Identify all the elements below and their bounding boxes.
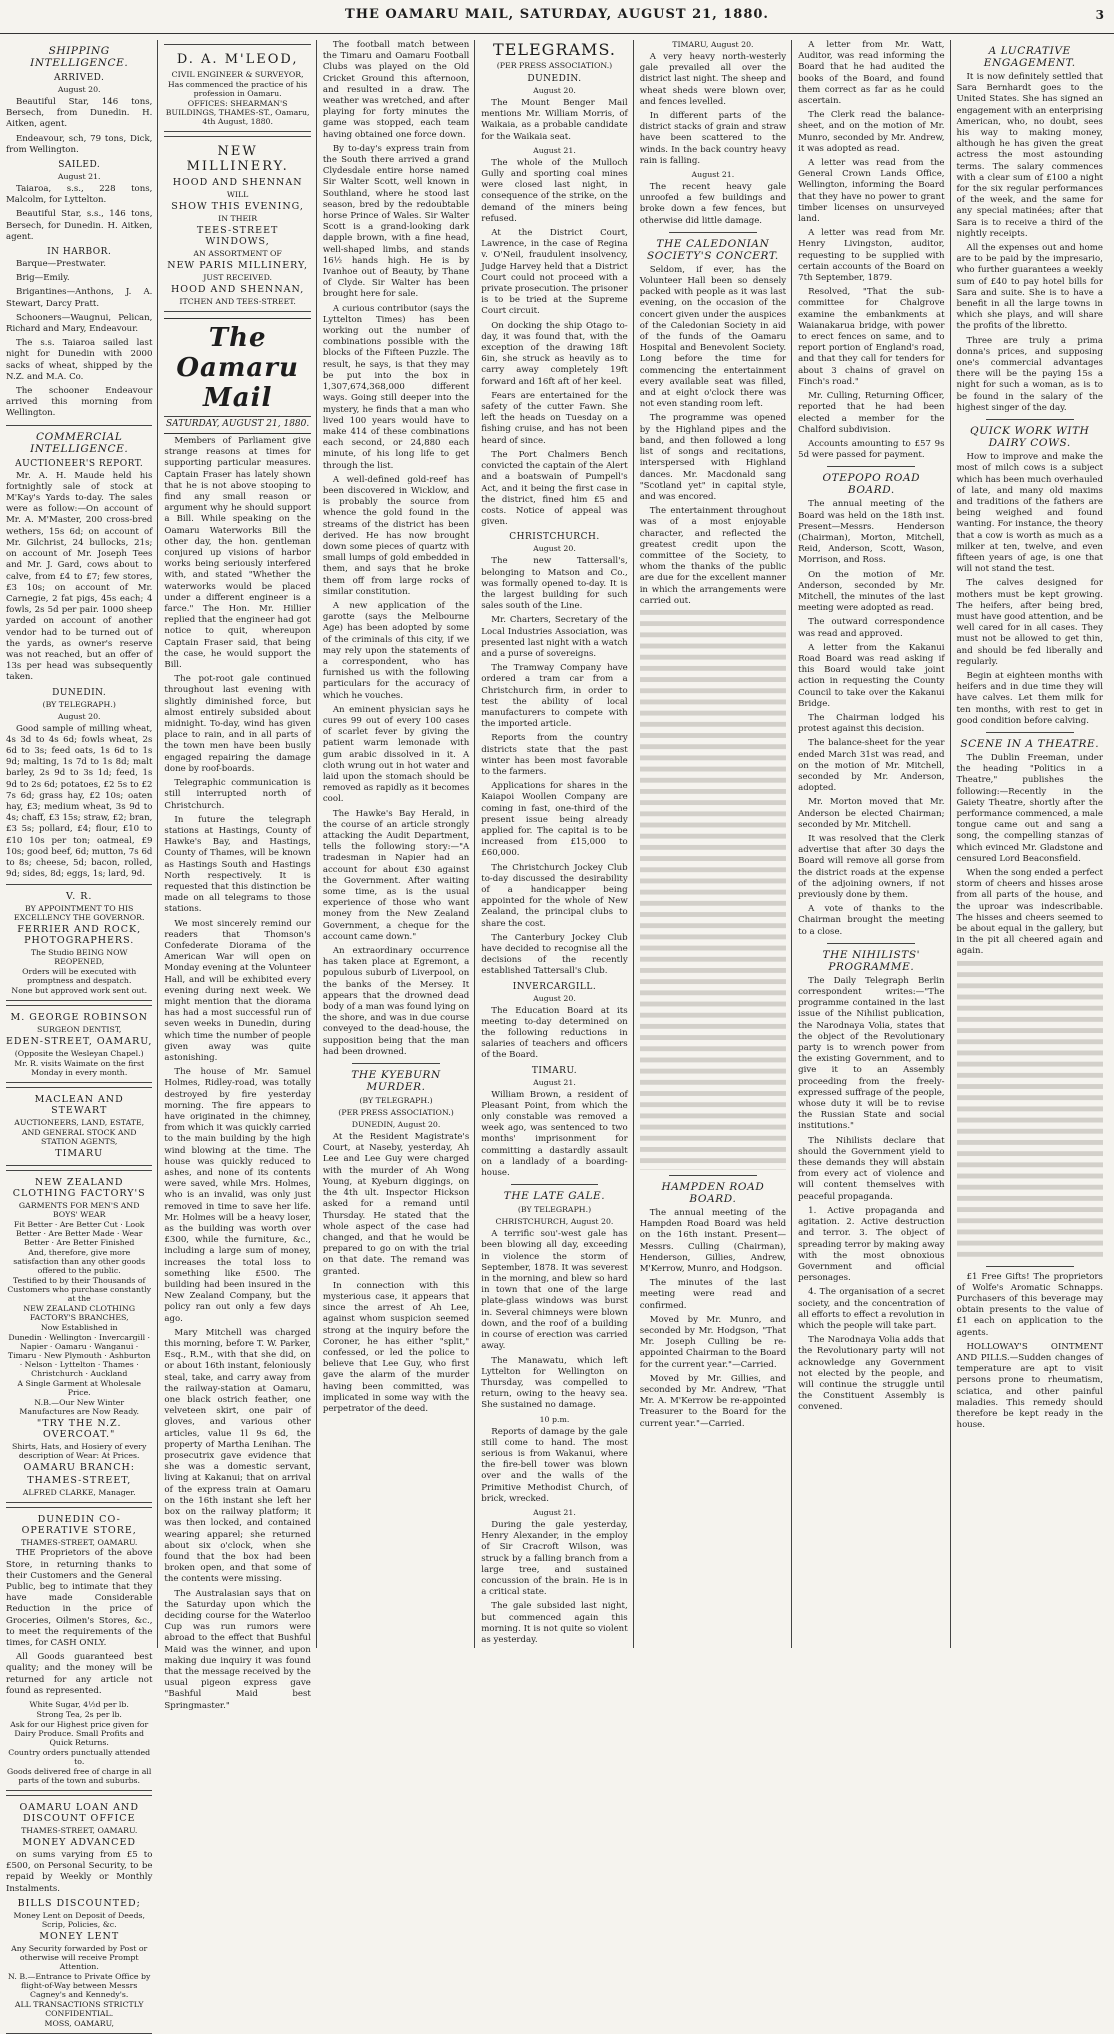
column-4 [481, 40, 633, 1648]
news-paragraph: It is now definitely settled that Sara Bernhardt goes to the United States. She has signed an engagement with an enterprising American, who, no doubt, sees his way to making money, although he has given the great actress the most astounding terms. The salary commences with a clear sum of £100 a night for the six regular performances of the week, and the same for any special matinées; after that Sara is to receive a third of the nightly receipts. [956, 72, 1103, 239]
news-paragraph: Three are truly a prima donna's prices, and supposing one's commercial advantages there will be the paying 15s a night for such a woman, as is to be found in the salary of the highest singer of the day. [956, 335, 1103, 413]
telegram-paragraph: The Tramway Company have ordered a tram car from a Christchurch firm, in order to test the ability of local manufacturers to compete with the imported article. [481, 663, 628, 730]
coop-country: Country orders punctually attended to. [8, 1748, 151, 1767]
telegram-paragraph: Reports from the country districts state that the past winter has been most favorable to the farmers. [481, 733, 628, 777]
loan-lent: Money Lent on Deposit of Deeds, Scrip, Policies, &c. [13, 1910, 145, 1929]
coop-name: DUNEDIN CO-OPERATIVE STORE, [21, 1514, 137, 1537]
millinery-assortment: AN ASSORTMENT OF [193, 249, 282, 258]
engineer-offices: OFFICES: SHEARMAN'S BUILDINGS, THAMES-ST., Oamaru, 4th August, 1880. [165, 99, 310, 126]
news-paragraph: The balance-sheet for the year ended March 31st was read, and on the motion of Mr. Mitchell, seconded by Mr. Anderson, adopted. [798, 738, 945, 794]
in-harbour-label: IN HARBOR. [47, 247, 112, 258]
millinery-in-their: IN THEIR [218, 214, 258, 223]
dentist-street: EDEN-STREET, OAMARU, [6, 1036, 153, 1048]
clothing-factory-advertisement [6, 1170, 152, 1503]
concert-heading: THE CALEDONIAN SOCIETY'S CONCERT. [646, 237, 779, 262]
shipping-entry: Brigantines—Anthons, J. A. Stewart, Darcy Pratt. [6, 287, 153, 309]
shipping-heading: SHIPPING INTELLIGENCE. [30, 45, 129, 69]
news-paragraph: At the Resident Magistrate's Court, at Naseby, yesterday, Ah Lee and Lee Guy were charged with the murder of Ah Wong Young, at Kyeburn diggings, on the 4th ult. Inspector Hickson asked for a remand until Thursday. He stated that the whole aspect of the case had changed, and that he would be prepared to go on with the trial on that date. The remand was granted. [322, 1132, 470, 1277]
advert-paragraph: £1 Free Gifts! The proprietors of Wolfe's Aromatic Schnapps. Purchasers of this beverage may obtain presents to the value of £1 each on application to the agents. [956, 1271, 1103, 1338]
news-paragraph: How to improve and make the most of milch cows is a subject which has been much overhauled of late, and many old maxims and traditions of the fathers are being weighed and found wanting. For instance, the theory that a cow is worth as much as a milker at ten, twelve, and even fifteen years of age, is one that will not stand the test. [956, 452, 1103, 575]
news-paragraph: The football match between the Timaru and Oamaru Football Clubs was played on the Old Cricket Ground this afternoon, and resulted in a draw. The weather was wretched, and after playing for forty minutes the game was stopped, each team having obtained one force down. [322, 40, 470, 140]
clothing-factory-name: NEW ZEALAND CLOTHING FACTORY'S [12, 1177, 146, 1200]
column-7 [957, 40, 1108, 1648]
page-number: 3 [1095, 8, 1104, 22]
telegrams-heading: TELEGRAMS. [493, 40, 616, 59]
millinery-advertisement [164, 136, 310, 312]
leader-paragraph: Members of Parliament give strange reasons at times for supporting particular measures. Captain Fraser has lately shown that he is not above stooping to find any small reason or argument why he should support a Bill. While speaking on the Oamaru Waterworks Bill the other day, the hon. gentleman conjured up visions of harbor works being seriously interfered with, and stated "Whether the waterworks would be placed under a different engineer is a farce." The Hon. Mr. Hillier replied that the engineer had got notice to quit, whereupon Captain Fraser said, that being the case, he would support the Bill. [164, 436, 311, 671]
shipping-entry: Brig—Emily. [16, 273, 70, 284]
telegram-paragraph: The whole of the Mulloch Gully and sporting coal mines were closed last night, in consequence of the strike, on the demand of the miners being refused. [481, 157, 628, 224]
news-paragraph: The Daily Telegraph Berlin correspondent writes:—"The programme contained in the last issue of the Nihilist publication, the Narodnaya Volia, states that the object of the Revolutionary party is to wrench power from the existing Government, and to give it to an Assembly proceeding from the freely-expressed suffrage of the people, whose duty it will be to revise the Russian State and social institutions." [798, 975, 945, 1132]
news-paragraph: When the song ended a perfect storm of cheers and hisses arose from all parts of the house, and the uproar was indescribable. The hisses and cheers seemed to be about equal in the gallery, but in the pit all cheered again and again. [956, 868, 1103, 957]
coop-tea: Strong Tea, 2s per lb. [36, 1710, 122, 1720]
engineer-commenced: Has commenced the practice of his profession in Oamaru. [167, 80, 308, 98]
column-3 [323, 40, 475, 1648]
divider [827, 943, 915, 944]
millinery-firm: HOOD AND SHENNAN [172, 177, 303, 188]
dunedin-heading: DUNEDIN. [527, 74, 582, 84]
telegram-paragraph: The Education Board at its meeting to-day determined on the following reductions in salaries of teachers and officers of the Board. [481, 1005, 628, 1061]
dentist-waimate: Mr. R. visits Waimate on the first Monday in every month. [14, 1059, 145, 1078]
news-paragraph: In different parts of the district stacks of grain and straw have been scattered to the winds. In the back country heavy rain is falling. [639, 111, 787, 166]
date-label: August 21. [533, 1507, 576, 1517]
news-paragraph: The recent heavy gale unroofed a few buildings and broke down a few fences, but otherwise did little damage. [639, 182, 787, 226]
news-paragraph: Resolved, "That the sub-committee for Chalgrove examine the embankments at Waianakarua bridge, with power to erect fences on same, and to report portion of England's road, and that they call for tenders for about 3 chains of gravel on Finch's road." [798, 287, 945, 387]
clothing-street: THAMES-STREET, [27, 1475, 132, 1487]
loan-entrance: N. B.—Entrance to Private Office by flight-of-Way between Messrs Cagney's and Kennedy's. [8, 1971, 151, 1999]
loan-address: THAMES-STREET, OAMARU. [21, 1826, 138, 1836]
news-paragraph: Mr. Morton moved that Mr. Anderson be elected Chairman; seconded by Mr. Mitchell. [798, 797, 945, 830]
commercial-paragraph: Good sample of milling wheat, 4s 3d to 4s 6d; fowls wheat, 2s 6d to 3s; feed oats, 1s 6d to 1s 9d; malting, 1s 7d to 1s 8d; malt barley, 2s 9d to 3s 1d; feed, 1s 9d to 2s 6d; potatoes, £2 5s to £2 7s 6d; grass hay, £2 10s; oaten hay, £3; medium wheat, 3s 9d to 4s; chaff, £3 15s; straw, £2; bran, £3 5s; pollard, £4; flour, £10 to £10 10s per ton; oatmeal, £9 10s; good beef, 6d; mutton, 7s 6d to 8s; cheese, 5d; bacon, rolled, 9d; sides, 8d; eggs, 1s; lard, 9d. [6, 723, 153, 880]
coop-prices: Ask for our Highest price given for Dairy Produce. Small Profits and Quick Returns. [10, 1720, 149, 1748]
coop-street: THAMES-STREET, OAMARU. [21, 1538, 138, 1548]
millinery-received: JUST RECEIVED. [203, 273, 273, 282]
coop-delivery: Goods delivered free of charge in all parts of the town and suburbs. [7, 1767, 152, 1786]
late-gale-heading: THE LATE GALE. [503, 1190, 606, 1203]
telegram-paragraph: The Manawatu, which left Lyttelton for Wellington on Thursday, was compelled to return, owing to the heavy sea. She sustained no damage. [481, 1355, 628, 1411]
news-paragraph: The Chairman lodged his protest against this decision. [798, 712, 945, 735]
newspaper-header-title: THE OAMARU MAIL, SATURDAY, AUGUST 21, 1880. [345, 7, 769, 22]
clothing-overcoat: "TRY THE N.Z. OVERCOAT." [36, 1418, 122, 1441]
leader-paragraph: We most sincerely remind our readers that Thomson's Confederate Diorama of the American War will open on Monday evening at the Volunteer Hall, and will be exhibited every evening during next week. We might mention that the diorama has had a most successful run of seven weeks in Dunedin, during which time the number of people given away was quite astonishing. [164, 918, 311, 1063]
news-paragraph: 1. Active propaganda and agitation. 2. Active destruction and terror. 3. The object of spreading terror by making away with the most obnoxious Government and official personages. [798, 1205, 945, 1284]
loan-bills: BILLS DISCOUNTED; [17, 1897, 141, 1909]
loan-money-lent: MONEY LENT [39, 1930, 120, 1942]
engineer-name: D. A. M'LEOD, [176, 52, 299, 67]
engagement-heading: A LUCRATIVE ENGAGEMENT. [983, 45, 1076, 69]
news-paragraph: The Hawke's Bay Herald, in the course of an article strongly attacking the Audit Department, tells the following story:—"A tradesman in Napier had an account for about £30 against the Government. After waiting some time, as is the usual experience of those who want money from the New Zealand Government, a cheque for the account came down." [322, 808, 470, 942]
divider [986, 1266, 1074, 1267]
news-paragraph: Begin at eighteen months with heifers and in due time they will have calves. Let them milk for ten months, with rest to get in good condition before calving. [956, 670, 1103, 726]
paper-title: The Oamaru Mail [176, 323, 299, 413]
news-paragraph: The minutes of the last meeting were read and confirmed. [639, 1278, 787, 1311]
telegram-paragraph: At the District Court, Lawrence, in the case of Regina v. O'Neil, fraudulent insolvency, Judge Harvey held that a District Court could not proceed with a private prosecution. The prisoner is to be tried at the Supreme Court circuit. [481, 228, 628, 317]
millinery-will: WILL [226, 190, 249, 199]
divider [986, 732, 1074, 733]
news-paragraph: The Clerk read the balance-sheet, and on the motion of Mr. Munro, seconded by Mr. Andrew, it was adopted as read. [798, 110, 945, 154]
telegram-paragraph: Reports of damage by the gale still come to hand. The most serious is from Wakanui, where the fire-bell tower was blown over and the walls of the Primitive Methodist Church, of brick, wrecked. [481, 1426, 628, 1504]
news-paragraph: A vote of thanks to the Chairman brought the meeting to a close. [798, 904, 945, 937]
news-paragraph: The annual meeting of the Hampden Road Board was held on the 16th instant. Present—Messrs. Culling (Chairman), Henderson, Gillies, Andrew, M'Kerrow, Munro, and Hodgson. [639, 1207, 787, 1274]
clothing-branches: NEW ZEALAND CLOTHING FACTORY'S BRANCHES, [23, 1304, 136, 1323]
shipping-entry: Barque—Prestwater. [16, 259, 107, 270]
shipping-entry: Schooners—Waugnui, Pelican, Richard and Mary, Endeavour. [6, 312, 153, 335]
by-telegraph-note: (BY TELEGRAPH.) [517, 1205, 592, 1215]
clothing-manager: ALFRED CLARKE, Manager. [22, 1488, 136, 1498]
column-5 [640, 40, 792, 1648]
news-paragraph: Seldom, if ever, has the Volunteer Hall been so densely packed with people as it was last evening, on the occasion of the concert given under the auspices of the Caledonian Society in aid of the funds of the Oamaru Hospital and Benevolent Society. Long before the time for commencing the entertainment every available seat was filled, and at eight o'clock there was not even standing room left. [639, 264, 787, 410]
loan-securities: Any Security forwarded by Post or otherwise will receive Prompt Attention. [11, 1943, 148, 1971]
photographers-advertisement [6, 884, 152, 1001]
auctioneer-report-heading: AUCTIONEER'S REPORT. [15, 458, 144, 469]
news-paragraph: The Narodnaya Volia adds that the Revolutionary party will not acknowledge any Government not elected by the people, and will continue the struggle until the Constituent Assembly is convened. [798, 1335, 945, 1413]
loan-name: OAMARU LOAN AND DISCOUNT OFFICE [19, 1802, 139, 1825]
coop-sugar: White Sugar, 4½d per lb. [29, 1700, 129, 1710]
commercial-paragraph: Mr. A. H. Maude held his fortnightly sale of stock at M'Kay's Yards to-day. The sales were as follow:—On account of Mr. A. M'Master, 200 cross-bred wethers, 15s 6d; on account of Mr. Gilchrist, 24 bullocks, 21s; on account of Mr. Joseph Tees and Mr. J. Gard, cows about to calve, from £4 to £7; few stores, £3 10s; on account of Mr. Carnegie, 2 fat pigs, 45s each; 4 fowls, 2s 5d per pair. 1000 sheep yarded on account of another vendor had to be turned out of the yards, as owner's reserve was not reached, but an offer of 13s per head was subsequently taken. [6, 470, 153, 683]
christchurch-heading: CHRISTCHURCH. [509, 532, 600, 543]
news-paragraph: An extraordinary occurrence has taken place at Egremont, a populous suburb of Liverpool, on the banks of the Mersey. It appears that the drowned dead body of a man was found lying on the shore, and was in due course conveyed to the dead-house, the supposition being that the man had been drowned. [322, 946, 470, 1057]
firm-town: TIMARU [55, 1148, 104, 1160]
telegram-paragraph: William Brown, a resident of Pleasant Point, from which the only constable was removed a week ago, was sentenced to two months' imprisonment for committing a dastardly assault on a landlady of a boarding-house. [481, 1089, 628, 1179]
leader-paragraph: In future the telegraph stations at Hastings, County of Hawke's Bay, and Hastings, County of Thames, will be known as Hastings South and Hastings North respectively. It is requested that this distinction be made on all telegrams to those stations. [164, 814, 311, 915]
telegram-paragraph: The Canterbury Jockey Club have decided to recognise all the decisions of the recently established Tattersall's Club. [481, 932, 628, 977]
divider [827, 466, 915, 467]
leader-paragraph: The Australasian says that on the Saturday upon which the deciding course for the Waterloo Cup was run rumors were abroad to the effect that Bushful Maid was the winner, and upon making due inquiry it was found that the message received by the usual pigeon express gave "Bashful Maid best Springmaster." [164, 1588, 311, 1711]
shipping-entry: Beautiful Star, 146 tons, Bersech, from Dunedin. H. Aitken, agent. [6, 97, 153, 130]
timaru-dateline: TIMARU, August 20. [672, 40, 754, 49]
leader-paragraph: The house of Mr. Samuel Holmes, Ridley-road, was totally destroyed by fire yesterday morning. The fire appears to have originated in the chimney, from which it was quickly carried to the main building by the high wind blowing at the time. The house was quickly reduced to ashes, and none of its contents were saved, while Mrs. Holmes, who is an invalid, was only just removed in time to save her life. Mr. Holmes will be a heavy loser, as the building was worth over £300, while the furniture, &c., including a large sum of money, increases the total loss to something like £500. The building had been insured in the New Zealand Company, but the policy ran out only a few days ago. [164, 1067, 311, 1324]
news-paragraph: It was resolved that the Clerk advertise that after 30 days the Board will remove all gorse from the district roads at the expense of the adjoining owners, if not previously done by them. [798, 834, 945, 901]
loan-confidential: ALL TRANSACTIONS STRICTLY CONFIDENTIAL. [14, 1999, 144, 2018]
engineer-advertisement [164, 44, 310, 132]
otepopo-heading: OTEPOPO ROAD BOARD. [822, 472, 921, 497]
gale-dateline: CHRISTCHURCH, August 20. [495, 1217, 614, 1227]
loan-advanced: MONEY ADVANCED [22, 1837, 136, 1849]
leader-paragraph: The pot-root gale continued throughout last evening with slightly diminished force, but almost entirely subsided about midnight. To-day, wind has given place to rain, and in all parts of the town men have been busily engaged repairing the damage done by roof-boards. [164, 674, 311, 774]
millinery-firm-footer: HOOD AND SHENNAN, [171, 284, 305, 295]
shipping-note: The s.s. Taiaroa sailed last night for Dunedin with 2000 sacks of wheat, shipped by the N.Z. and M.A. Co. [6, 338, 153, 382]
cooperative-store-advertisement [6, 1507, 152, 1791]
divider [986, 419, 1074, 420]
loan-moss: MOSS, OAMARU, [44, 2018, 114, 2028]
news-paragraph: The Dublin Freeman, under the heading "Politics in a Theatre," publishes the following:—Recently in the Gaiety Theatre, shortly after the performance commenced, a male tongue came out and sang a song, the compelling stanzas of which evinced Mr. Gladstone and censured Lord Beaconsfield. [956, 752, 1103, 864]
hampden-heading: HAMPDEN ROAD BOARD. [661, 1180, 765, 1205]
timaru-heading: TIMARU. [531, 1065, 578, 1076]
maclean-stewart-advertisement [6, 1087, 152, 1166]
dunedin-heading: DUNEDIN. [52, 687, 107, 698]
commercial-heading: COMMERCIAL INTELLIGENCE. [30, 430, 129, 455]
dentist-opposite: (Opposite the Wesleyan Chapel.) [14, 1049, 144, 1059]
by-telegraph-note: (BY TELEGRAPH.) [42, 699, 116, 709]
column-1 [6, 40, 158, 2028]
millinery-drapers: ITCHEN AND TEES-STREET. [179, 297, 296, 306]
telegram-paragraph: The Mount Benger Mail mentions Mr. William Morris, of Waikaia, as a probable candidate for the Waikaia seat. [481, 98, 628, 142]
news-paragraph: A letter was read from Mr. Henry Livingston, auditor, requesting to be supplied with certain accounts of the Board on 7th September, 1879. [798, 228, 945, 284]
sailed-label: SAILED. [58, 160, 101, 171]
by-telegraph-note: (BY TELEGRAPH.) [359, 1096, 433, 1106]
dentist-title: SURGEON DENTIST, [37, 1025, 122, 1035]
clothing-shirts: Shirts, Hats, and Hosiery of every description of Wear: At Prices. [12, 1442, 147, 1461]
dentist-advertisement [6, 1005, 152, 1083]
date-label: August 20. [57, 85, 101, 94]
news-paragraph: Mr. Culling, Returning Officer, reported that he had been elected a member for the Chalford subdivision. [798, 391, 945, 435]
telegram-paragraph: A terrific sou'-west gale has been blowing all day, exceeding in violence the storm of September, 1878. It was severest in the morning, and blew so hard in town that one of the large plate-glass windows was burst in. Several chimneys were blown down, and the roof of a building in course of erection was carried away. [481, 1229, 628, 1352]
invercargill-heading: INVERCARGILL. [512, 981, 597, 992]
shipping-entry: Endeavour, sch, 79 tons, Dick, from Wellington. [6, 133, 153, 155]
news-paragraph: All the expenses out and home are to be paid by the impresario, who further guarantees a weekly sum of £40 to pay hotel bills for Sara and suite. She is to have a benefit in all the large towns in which she plays, and will share the profits of the libretto. [956, 243, 1103, 332]
telegram-paragraph: Fears are entertained for the safety of the cutter Fawn. She left the heads on Tuesday on a fishing cruise, and has not been heard of since. [481, 390, 628, 446]
news-paragraph: By to-day's express train from the South there arrived a grand Clydesdale entire horse named Sir Walter Scott, well known in Southland, where he stood last season, bred by the redoubtable horse Prince of Wales. Sir Walter Scott is a grand-looking dark dapple brown, with a fine head, well-shaped limbs, and stands 16½ hands high. He is by Ivanhoe out of Beauty, by Thane of Clyde. Sir Walter has been brought here for sale. [322, 143, 470, 300]
leader-paragraph: Mary Mitchell was charged this morning, before T. W. Parker, Esq., R.M., with that she did, on or about 16th instant, feloniously steal, take, and carry away from the railway-station at Oamaru, one black ostrich feather, one velveteen skirt, one pair of gloves, and various other articles, value 1l 9s 6d, the property of Martha Lenihan. The prosecutrix gave evidence that she was a domestic servant, living at Kakanui; that on arrival of the express train at Oamaru on the 16th instant she left her box on the railway platform; it was then locked, and contained wearing apparel; she returned about six o'clock, when she found that the box had been broken open, and that some of the contents were missing. [164, 1327, 311, 1585]
clothing-towns: Dunedin · Wellington · Invercargill · Napier · Oamaru · Wanganui · Timaru · New Plymouth · Ashburton · Nelson · Lyttelton · Thames · Christchurch · Auckland [7, 1333, 151, 1379]
shipping-note: The schooner Endeavour arrived this morning from Wellington. [6, 386, 153, 419]
telegram-paragraph: The new Tattersall's, belonging to Matson and Co., was formally opened to-day. It is the largest building for such sales south of the Line. [481, 556, 628, 612]
advert-paragraph: HOLLOWAY'S OINTMENT AND PILLS.—Sudden changes of temperature are apt to visit persons prone to rheumatism, sciatica, and other painful maladies. This remedy should therefore be kept ready in the house. [956, 1341, 1103, 1431]
news-paragraph: Moved by Mr. Gillies, and seconded by Mr. Andrew, "That Mr. A. M'Kerrow be re-appointed Treasurer to the Board for the current year."—Carried. [639, 1373, 787, 1429]
date-label: August 20. [533, 544, 576, 554]
millinery-show: SHOW THIS EVENING, [171, 201, 304, 212]
clothing-established: Now Established in [40, 1323, 118, 1333]
clothing-winter: N.B.—Our New Winter Manufactures are Now Ready. [19, 1398, 140, 1417]
divider [352, 1063, 440, 1064]
newspaper-masthead [0, 0, 1114, 34]
nihilist-heading: THE NIHILISTS' PROGRAMME. [822, 948, 921, 973]
clothing-cheaper: And, therefore, give more satisfaction than any other goods offered to the public. [13, 1248, 146, 1276]
date-label: August 21. [57, 172, 101, 182]
press-association-note: (PER PRESS ASSOCIATION.) [338, 1108, 454, 1118]
news-paragraph: In connection with this mysterious case, it appears that since the arrest of Ah Lee, against whom suspicion seemed strong at the inquiry before the Coroner, he has either "split," confessed, or led the police to believe that Lee Guy, who first gave the alarm of the murder having been committed, was implicated in some way with the perpetrator of the deed. [322, 1280, 470, 1414]
text-continuation [640, 610, 786, 1170]
shipping-entry: Taiaroa, s.s., 228 tons, Malcolm, for Lyttelton. [6, 184, 153, 206]
studio-line: The Studio BEING NOW REOPENED, [30, 948, 128, 967]
press-association-note: (PER PRESS ASSOCIATION.) [496, 61, 613, 70]
appointment-line: BY APPOINTMENT TO HIS EXCELLENCY THE GOVERNOR. [13, 904, 145, 923]
news-paragraph: The Nihilists declare that should the Government yield to these demands they will abstain from every act of violence and will content themselves with peaceful propaganda. [798, 1135, 945, 1202]
dentist-name: M. GEORGE ROBINSON [10, 1012, 148, 1024]
coop-text: THE Proprietors of the above Store, in returning thanks to their Customers and the General Public, beg to intimate that they have made Considerable Reduction in the price of Groceries, Oilmen's Stores, &c., to meet the requirements of the times, for CASH ONLY. [6, 1548, 153, 1648]
paper-masthead [164, 318, 310, 434]
shipping-entry: Beautiful Star, s.s., 146 tons, Bersech, for Dunedin. H. Aitken, agent. [6, 209, 153, 242]
news-paragraph: An eminent physician says he cures 99 out of every 100 cases of scarlet fever by giving the patient warm lemonade with gum arabic dissolved in it. A cloth wrung out in hot water and laid upon the stomach should be removed as rapidly as it becomes cool. [322, 704, 470, 805]
leader-paragraph: Telegraphic communication is still interrupted north of Christchurch. [164, 778, 311, 811]
clothing-testified: Testified to by their Thousands of Customers who purchase constantly at the [7, 1276, 152, 1304]
telegram-paragraph: During the gale yesterday, Henry Alexander, in the employ of Sir Cracroft Wilson, was struck by a falling branch from a large tree, and sustained concussion of the brain. He is in a critical state. [481, 1519, 628, 1598]
clothing-fits: Fit Better · Are Better Cut · Look Better · Are Better Made · Wear Better · Are Better Finished [13, 1220, 145, 1248]
arrived-label: ARRIVED. [53, 73, 105, 83]
divider [669, 1175, 757, 1176]
divider [669, 232, 757, 233]
kyeburn-dateline: DUNEDIN, August 20. [351, 1120, 441, 1130]
news-paragraph: A letter from the Kakanui Road Board was read asking if this Board would take joint action in requesting the County Council to take over the Kakanui Bridge. [798, 642, 945, 709]
clothing-wholesale: A Single Garment at Wholesale Price. [17, 1379, 142, 1398]
engineer-title: CIVIL ENGINEER & SURVEYOR, [171, 70, 304, 79]
clothing-branch: OAMARU BRANCH: [23, 1462, 135, 1474]
news-paragraph: Accounts amounting to £57 9s 5d were passed for payment. [798, 438, 945, 461]
dairy-heading: QUICK WORK WITH DAIRY COWS. [970, 425, 1090, 450]
news-paragraph: The annual meeting of the Board was held on the 18th inst. Present—Messrs. Henderson (Chairman), Morton, Mitchell, Reid, Anderson, Scott, Wason, Morrison, and Ross. [798, 499, 945, 566]
text-continuation [957, 961, 1103, 1261]
news-paragraph: The programme was opened by the Highland pipes and the band, and then followed a long list of songs and recitations, interspersed with Highland dances. Mr. Macdonald sang "Scotland yet" in capital style, and was encored. [639, 413, 787, 502]
millinery-title: NEW MILLINERY. [186, 144, 289, 174]
photographers-name: FERRIER AND ROCK, PHOTOGRAPHERS. [17, 924, 142, 947]
column-2 [164, 40, 316, 1711]
news-paragraph: The calves designed for mothers must be kept growing. The heifers, after being bred, must have good attention, and be well cared for in all cases. They must not be allowed to get thin, and should be fed liberally and regularly. [956, 578, 1103, 667]
news-paragraph: 4. The organisation of a secret society, and the concentration of all efforts to effect a revolution in which the people will take part. [798, 1287, 945, 1331]
firm-name: MACLEAN AND STEWART [34, 1094, 124, 1117]
telegram-paragraph: On docking the ship Otago to-day, it was found that, with the exception of the drawing 18ft 6in, she struck as heavily as to carry away completely 19ft forward and 16ft aft of her keel. [481, 320, 628, 387]
telegram-paragraph: Mr. Charters, Secretary of the Local Industries Association, was presented last night with a watch and a purse of sovereigns. [481, 615, 628, 659]
telegram-paragraph: Applications for shares in the Kaiapoi Woollen Company are coming in fast, one-third of the present issue being already applied for. The capital is to be increased from £15,000 to £60,000. [481, 781, 628, 859]
telegram-paragraph: The Port Chalmers Bench convicted the captain of the Alert and a boatswain of Pumpell's Act, and it being the first case in the district, fined him £5 and costs. Notice of appeal was given. [481, 449, 628, 528]
news-paragraph: Moved by Mr. Munro, and seconded by Mr. Hodgson, "That Mr. Joseph Culling be re-appointed Chairman to the Board for the current year."—Carried. [639, 1314, 787, 1370]
divider [511, 1184, 599, 1185]
time-label: 10 p.m. [539, 1414, 570, 1424]
telegram-paragraph: The Christchurch Jockey Club to-day discussed the desirability of a handicapper being appointed for the whole of New Zealand, the principal clubs to share the cost. [481, 862, 628, 929]
news-paragraph: A letter was read from the General Crown Lands Office, Wellington, informing the Board that they have no power to grant timber licenses on unsurveyed land. [798, 158, 945, 225]
approved-line: None but approved work sent out. [11, 986, 148, 996]
orders-line: Orders will be executed with promptness and despatch. [22, 967, 137, 986]
millinery-paris: NEW PARIS MILLINERY, [167, 260, 309, 271]
news-paragraph: A letter from Mr. Watt, Auditor, was read informing the Board that he had audited the books of the Board, and found them correct as far as he could ascertain. [798, 40, 945, 107]
newspaper-columns [6, 40, 1108, 2028]
divider [6, 425, 152, 426]
firm-trade: AUCTIONEERS, LAND, ESTATE, [14, 1118, 145, 1128]
news-paragraph: A curious contributor (says the Lyttelton Times) has been working out the number of combinations possible with the blocks of the Fifteen Puzzle. The result, he says, is that they may be put into the box in 1,307,674,368,000 different ways. Going still deeper into the mystery, he finds that a man who lived 100 years would have to make 414 of these combinations each second, or 24,880 each minute, of his long life to get through the list. [322, 303, 470, 471]
news-paragraph: The outward correspondence was read and approved. [798, 617, 945, 639]
date-label: August 20. [57, 711, 101, 721]
kyeburn-heading: THE KYEBURN MURDER. [351, 1069, 441, 1094]
millinery-windows: TEES-STREET WINDOWS, [196, 225, 279, 247]
coop-quality: All Goods guaranteed best quality; and the money will be returned for any article not found as represented. [6, 1652, 153, 1696]
column-6 [798, 40, 950, 1648]
vr-line: V. R. [66, 891, 93, 903]
telegram-paragraph: The gale subsided last night, but commenced again this morning. It is not quite so violent as yesterday. [481, 1601, 628, 1645]
clothing-garments: GARMENTS FOR MEN'S AND BOYS' WEAR [18, 1201, 140, 1220]
loan-office-advertisement [6, 1795, 152, 2034]
date-label: August 21. [533, 145, 576, 155]
date-label: August 20. [533, 86, 576, 95]
news-paragraph: The entertainment throughout was of a most enjoyable character, and reflected the greatest credit upon the committee of the Society, to whom the thanks of the public are due for the excellent manner in which the arrangements were carried out. [639, 506, 787, 606]
news-paragraph: On the motion of Mr. Anderson, seconded by Mr. Mitchell, the minutes of the last meeting were adopted as read. [798, 569, 945, 614]
date-label: August 21. [691, 170, 735, 180]
paper-dateline: SATURDAY, AUGUST 21, 1880. [164, 416, 310, 429]
news-paragraph: A new application of the garotte (says the Melbourne Age) has been adopted by some of the criminals of this city, if we may rely upon the statements of a correspondent, who has furnished us with the following particulars for the accuracy of which he vouches. [322, 600, 470, 701]
news-paragraph: A very heavy north-westerly gale prevailed all over the district last night. The sheep and wheat sheds were blown over, and fences levelled. [639, 52, 787, 107]
date-label: August 20. [533, 993, 576, 1003]
date-label: August 21. [533, 1077, 576, 1087]
theatre-heading: SCENE IN A THEATRE. [960, 737, 1100, 750]
loan-text: on sums varying from £5 to £500, on Personal Security, to be repaid by Weekly or Monthly Instalments. [6, 1850, 153, 1894]
firm-stock: AND GENERAL STOCK AND STATION AGENTS, [21, 1128, 137, 1147]
news-paragraph: A well-defined gold-reef has been discovered in Wicklow, and is probably the source from whence the gold found in the streams of the district has been derived. He has now brought down some pieces of quartz with small lumps of gold embedded in them, and says that he broke them off from large rocks of similar constitution. [322, 474, 470, 597]
